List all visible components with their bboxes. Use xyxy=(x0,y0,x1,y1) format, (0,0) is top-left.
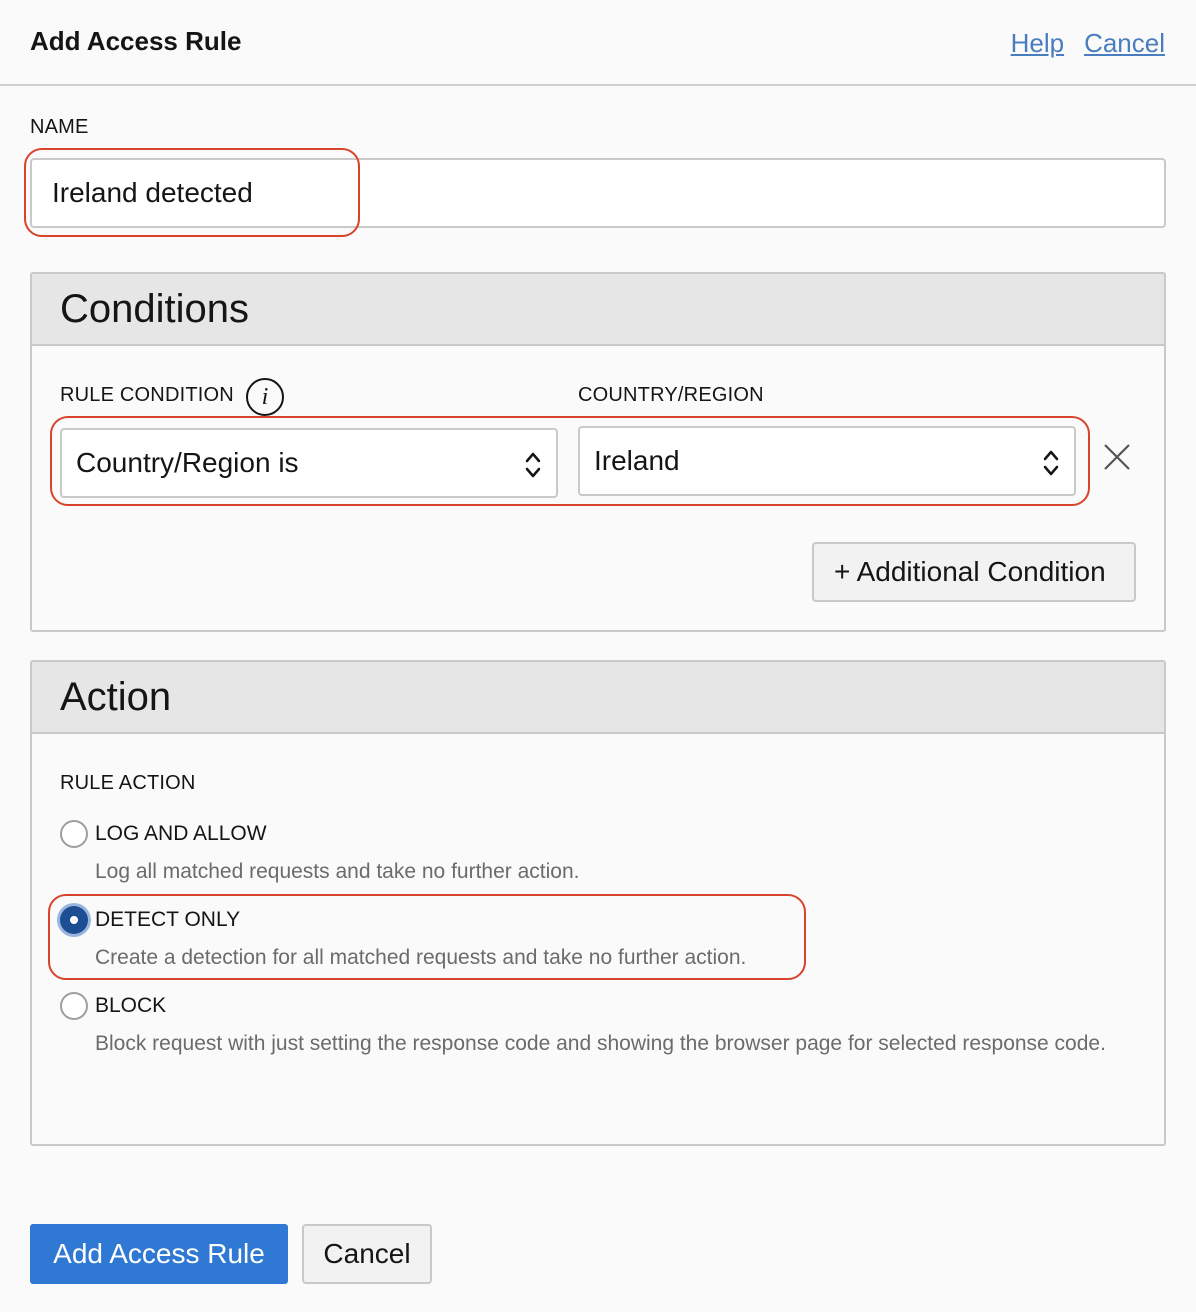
radio-block[interactable] xyxy=(60,992,166,1020)
action-panel xyxy=(30,660,1166,1146)
radio-detect-only[interactable] xyxy=(60,906,240,934)
help-link[interactable]: Help xyxy=(1010,28,1065,58)
additional-condition-button[interactable]: + Additional Condition xyxy=(812,542,1136,602)
radio-log-and-allow[interactable] xyxy=(60,820,267,848)
country-region-select[interactable] xyxy=(578,426,1076,496)
header-cancel-link[interactable]: Cancel xyxy=(1084,28,1165,58)
rule-condition-value: Country/Region is xyxy=(76,447,299,478)
dialog-title: Add Access Rule xyxy=(30,26,242,56)
name-label: NAME xyxy=(30,116,89,138)
country-region-value: Ireland xyxy=(594,445,680,476)
radio-label: LOG AND ALLOW xyxy=(95,822,267,845)
rule-condition-select[interactable] xyxy=(60,428,558,498)
rule-condition-label: RULE CONDITION xyxy=(60,384,234,406)
rule-action-label: RULE ACTION xyxy=(60,772,196,794)
radio-button[interactable] xyxy=(60,820,88,848)
close-icon[interactable] xyxy=(1102,442,1132,472)
conditions-title: Conditions xyxy=(60,286,250,331)
action-title: Action xyxy=(60,674,172,719)
header-links xyxy=(1011,28,1165,59)
radio-button-selected[interactable] xyxy=(60,906,88,934)
country-region-label: COUNTRY/REGION xyxy=(578,384,764,406)
cancel-button[interactable]: Cancel xyxy=(302,1224,432,1284)
chevron-up-down-icon xyxy=(524,448,542,482)
conditions-header xyxy=(32,274,1164,346)
name-input[interactable] xyxy=(30,158,1166,228)
radio-label: BLOCK xyxy=(95,994,167,1017)
action-header xyxy=(32,662,1164,734)
radio-description: Create a detection for all matched requests and take no further action. xyxy=(95,946,747,969)
radio-button[interactable] xyxy=(60,992,88,1020)
info-icon[interactable]: i xyxy=(246,378,284,416)
chevron-up-down-icon xyxy=(1042,446,1060,480)
radio-description: Log all matched requests and take no further action. xyxy=(95,860,580,883)
radio-description: Block request with just setting the response code and showing the browser page for selected response code. xyxy=(95,1032,1106,1055)
add-access-rule-button[interactable]: Add Access Rule xyxy=(30,1224,288,1284)
dialog-header xyxy=(0,0,1196,86)
radio-label: DETECT ONLY xyxy=(95,908,241,931)
